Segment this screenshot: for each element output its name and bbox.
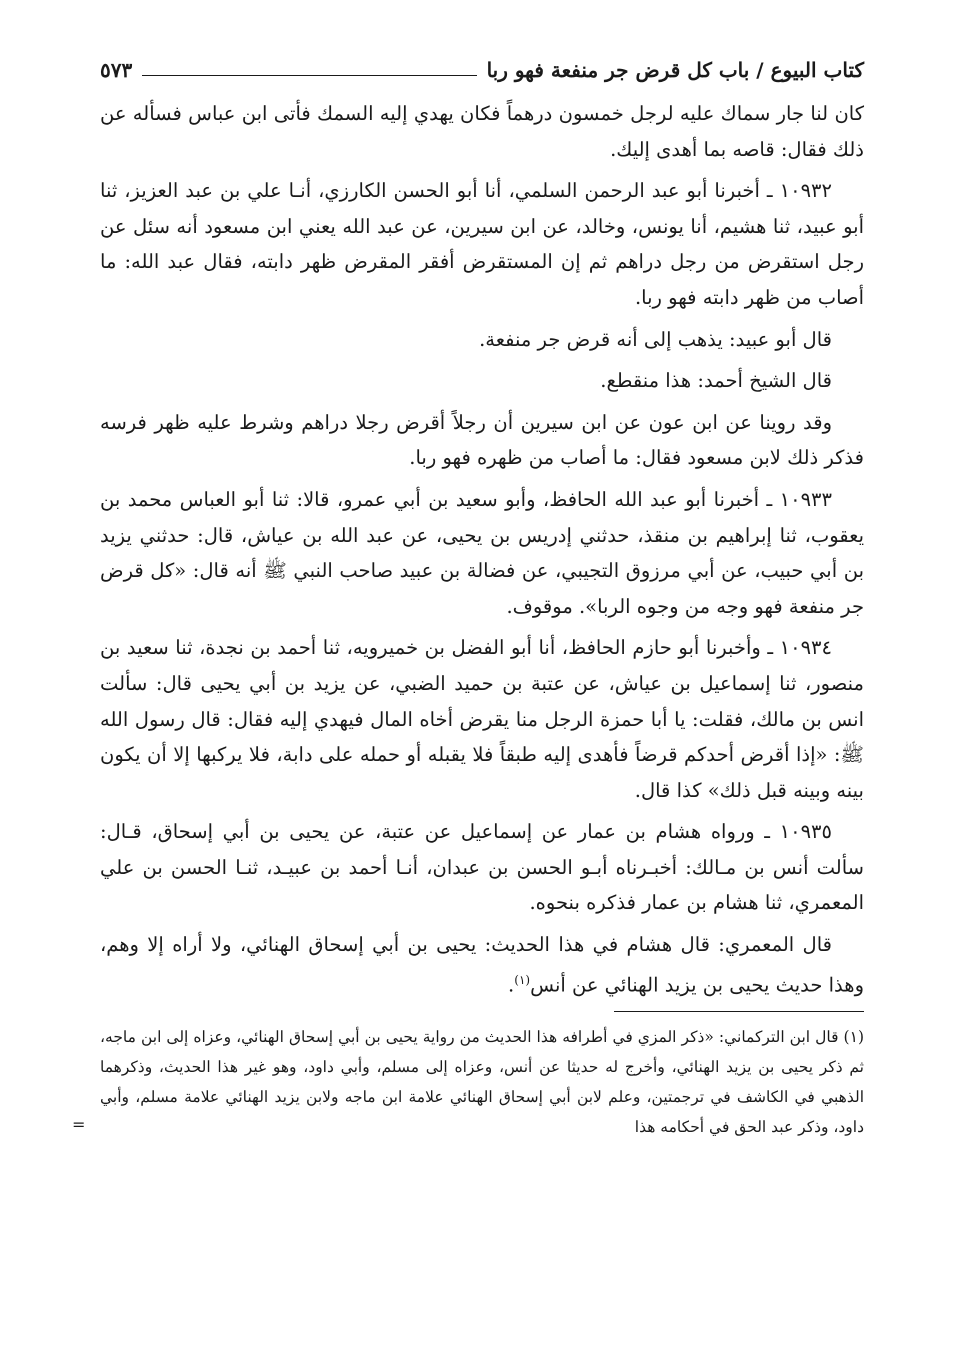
- paragraph: كان لنا جار سماك عليه لرجل خمسون درهماً فكان يهدي إليه السمك فأتى ابن عباس فسأله عن ذلك فقال: قاصه بما أهدى إليك.: [100, 102, 864, 161]
- footnote-text: (١) قال ابن التركماني: «ذكر المزي في أطرافه هذا الحديث من رواية يحيى بن أبي إسحاق الهنائي، وعزاه إلى ابن ماجه، ثم ذكر يحيى بن يزيد الهنائي، وأخرج له حديثا عن أنس، وعزاه إلى مسلم، وأبي داود، وهو غير هذا الحديث، وذكرهما الذهبي في الكاشف في ترجمتين، وعلم لابن أبي إسحاق الهنائي علامة ابن ماجه ولابن يزيد الهنائي علامة مسلم، وأبي داود، وذكر عبد الحق في أحكامه هذا: [100, 1027, 864, 1136]
- continuation-mark: =: [72, 1114, 86, 1134]
- header-title: كتاب البيوع / باب كل قرض جر منفعة فهو ربا: [486, 58, 864, 82]
- paragraph: ١٠٩٣٢ ـ أخبرنا أبو عبد الرحمن السلمي، أنا أبو الحسن الكارزي، أنـا علي بن عبد العزيز، ثنا أبو عبيد، ثنا هشيم، أنا يونس، وخالد، عن ابن سيرين، عن عبد الله يعني ابن مسعود أنه سئل عن رجل استقرض من رجل دراهم ثم إن المستقرض أفقر المقرض ظهر دابته، فقال عبد الله: ما أصاب من ظهر دابته فهو ربا.: [100, 179, 864, 309]
- paragraph: [100, 927, 864, 1003]
- footnote-reference[interactable]: (١): [514, 972, 531, 987]
- footnote-separator: [614, 1011, 864, 1012]
- book-page: [72, 50, 864, 1340]
- paragraph: ١٠٩٣٥ ـ ورواه هشام بن عمار عن إسماعيل عن عتبة، عن يحيى بن أبي إسحاق، قـال: سألت أنس بن مـالك: أخبـرناه أبـو الحسن بن عبدان، أنـا أحمد بن عبيـد، ثنـا الحسن بن علي المعمري، ثنا هشام بن عمار فذكره بنحوه.: [100, 820, 864, 915]
- body-text: [100, 96, 864, 1003]
- paragraph-text: قال المعمري: قال هشام في هذا الحديث: يحيى بن أبي إسحاق الهنائي، ولا أراه إلا وهم، وهذا حديث يحيى بن يزيد الهنائي عن أنس: [100, 933, 864, 997]
- paragraph: قال أبو عبيد: يذهب إلى أنه قرض جر منفعة.: [479, 327, 832, 351]
- paragraph: ١٠٩٣٤ ـ وأخبرنا أبو حازم الحافظ، أنا أبو الفضل بن خميرويه، ثنا أحمد بن نجدة، ثنا سعيد بن منصور، ثنا إسماعيل بن عياش، عن عتبة بن حميد الضبي، عن يزيد بن أبي يحيى قال: سألت انس بن مالك، فقلت: يا أبا حمزة الرجل منا يقرض أخاه المال فيهدي إليه فقال: قال رسول الله ﷺ: «إذا أقرض أحدكم قرضاً فأهدى إليه طبقاً فلا يقبله أو حمله على دابة، فلا يركبها إلا أن يكون بينه وبينه قبل ذلك» كذا قال.: [100, 636, 864, 802]
- header-rule: [142, 75, 476, 76]
- paragraph: ١٠٩٣٣ ـ أخبرنا أبو عبد الله الحافظ، وأبو سعيد بن أبي عمرو، قالا: ثنا أبو العباس محمد بن يعقوب، ثنا إبراهيم بن منقذ، حدثني إدريس بن يحيى، عن عبد الله بن عياش، قال: حدثني يزيد بن أبي حبيب، عن أبي مرزوق التجيبي، عن فضالة بن عبيد صاحب النبي ﷺ أنه قال: «كل قرض جر منفعة فهو وجه من وجوه الربا». موقوف.: [100, 487, 864, 618]
- page-number: ٥٧٣: [100, 58, 133, 82]
- paragraph: قال الشيخ أحمد: هذا منقطع.: [600, 369, 832, 393]
- paragraph-end: .: [508, 973, 515, 997]
- paragraph: وقد روينا عن ابن عون عن ابن سيرين أن رجلاً أقرض رجلا دراهم وشرط عليه ظهر فرسه فذكر ذلك لابن مسعود فقال: ما أصاب من ظهره فهو ربا.: [100, 410, 864, 470]
- footnotes: [72, 1022, 864, 1142]
- running-header: [100, 50, 864, 90]
